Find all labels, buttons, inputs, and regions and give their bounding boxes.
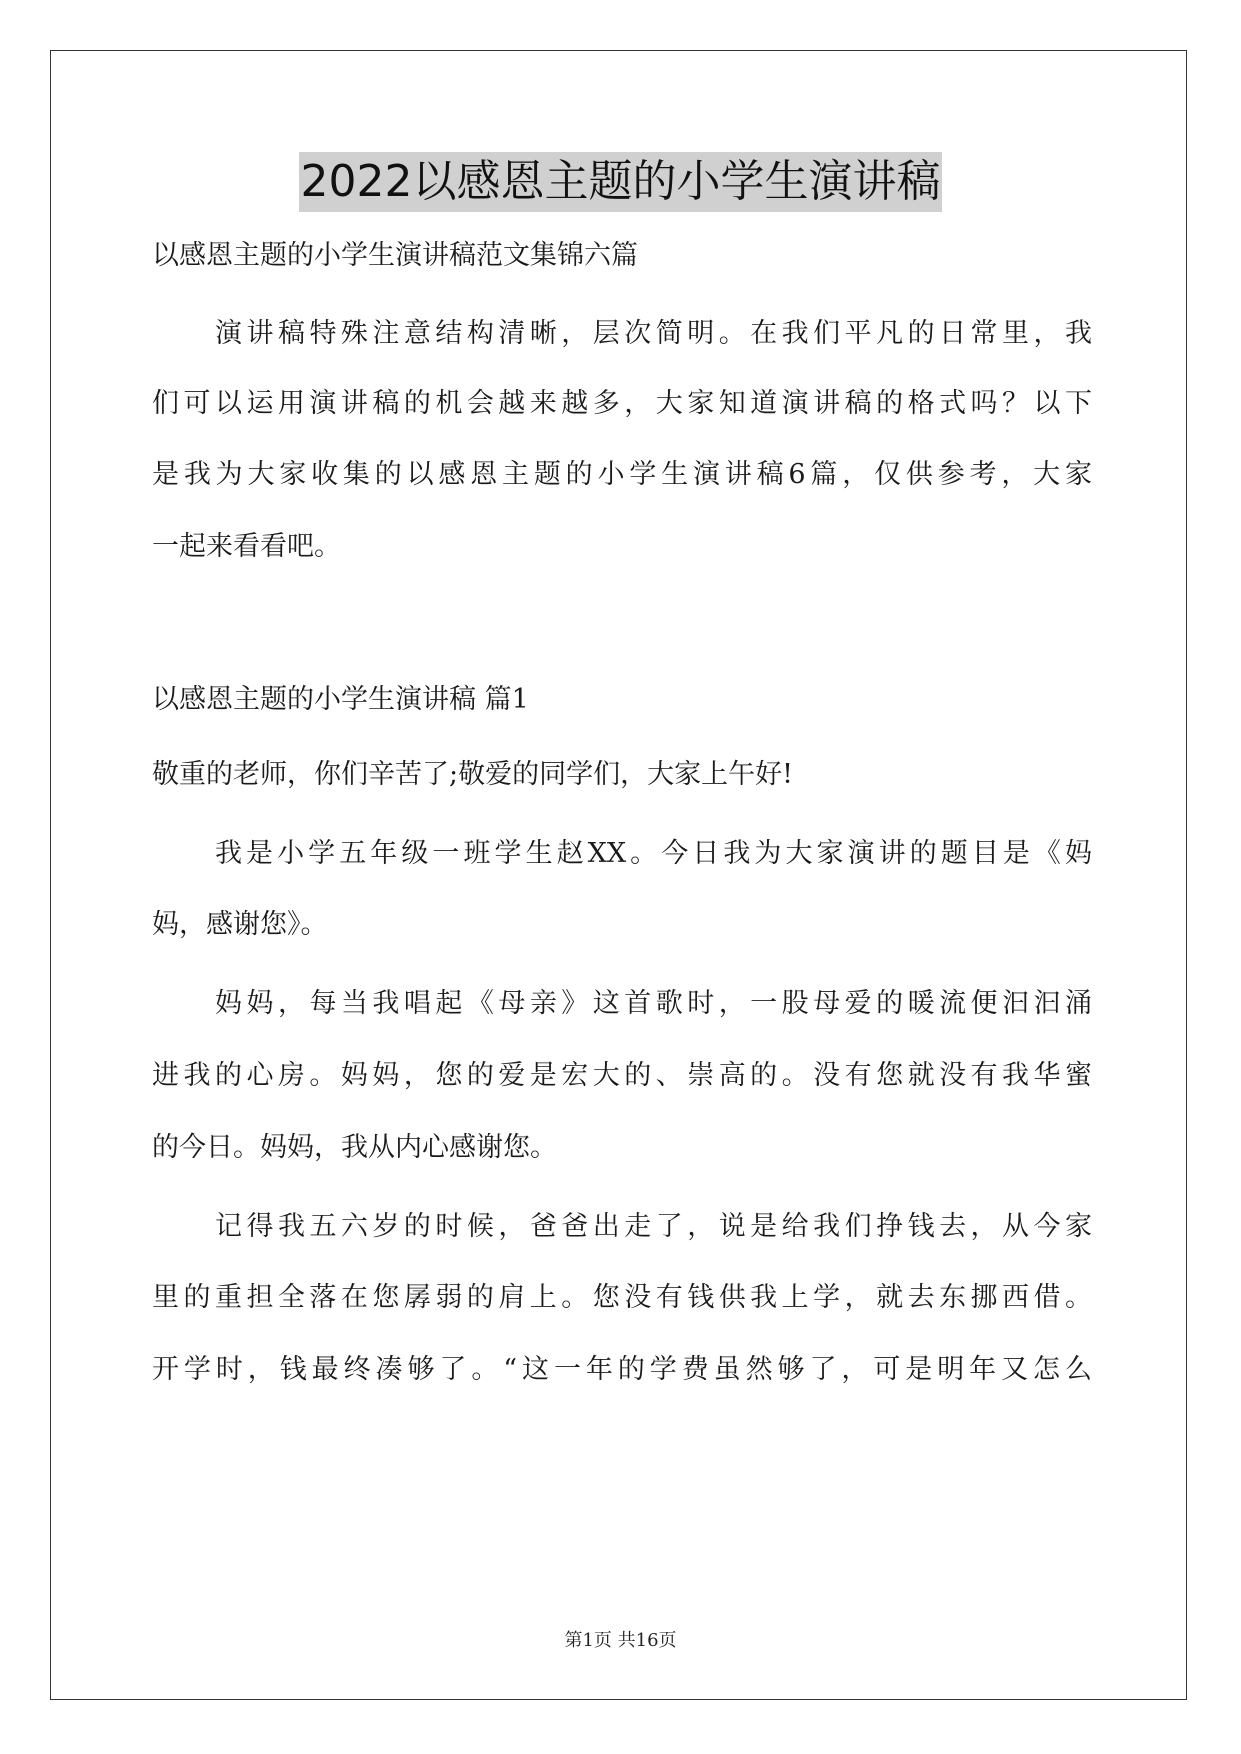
section-heading: 以感恩主题的小学生演讲稿 篇1 — [152, 684, 529, 715]
intro-line: 一起来看看吧。 — [152, 531, 341, 562]
intro-line: 们可以运用演讲稿的机会越来越多，大家知道演讲稿的格式吗？以下 — [152, 388, 1092, 419]
paragraph-line: 里的重担全落在您孱弱的肩上。您没有钱供我上学，就去东挪西借。 — [152, 1282, 1092, 1313]
paragraph-line: 进我的心房。妈妈，您的爱是宏大的、崇高的。没有您就没有我华蜜 — [152, 1060, 1092, 1091]
greeting-line: 敬重的老师，你们辛苦了;敬爱的同学们，大家上午好! — [152, 759, 793, 790]
intro-line: 演讲稿特殊注意结构清晰，层次简明。在我们平凡的日常里，我 — [215, 318, 1092, 349]
paragraph-line: 我是小学五年级一班学生赵XX。今日我为大家演讲的题目是《妈 — [215, 838, 1092, 869]
page-border — [50, 50, 1187, 1700]
paragraph-line: 的今日。妈妈，我从内心感谢您。 — [152, 1132, 557, 1163]
page-number-footer: 第1页 共16页 — [564, 1630, 677, 1651]
document-title: 2022以感恩主题的小学生演讲稿 — [299, 152, 943, 212]
paragraph-line: 妈妈，每当我唱起《母亲》这首歌时，一股母爱的暖流便汩汩涌 — [215, 988, 1092, 1019]
paragraph-line: 妈，感谢您》。 — [152, 909, 328, 940]
document-subtitle: 以感恩主题的小学生演讲稿范文集锦六篇 — [152, 240, 638, 271]
title-container — [0, 152, 1241, 212]
paragraph-line: 记得我五六岁的时候，爸爸出走了，说是给我们挣钱去，从今家 — [215, 1211, 1092, 1242]
intro-line: 是我为大家收集的以感恩主题的小学生演讲稿6篇，仅供参考，大家 — [152, 459, 1092, 490]
paragraph-line: 开学时，钱最终凑够了。“这一年的学费虽然够了，可是明年又怎么 — [152, 1354, 1092, 1385]
